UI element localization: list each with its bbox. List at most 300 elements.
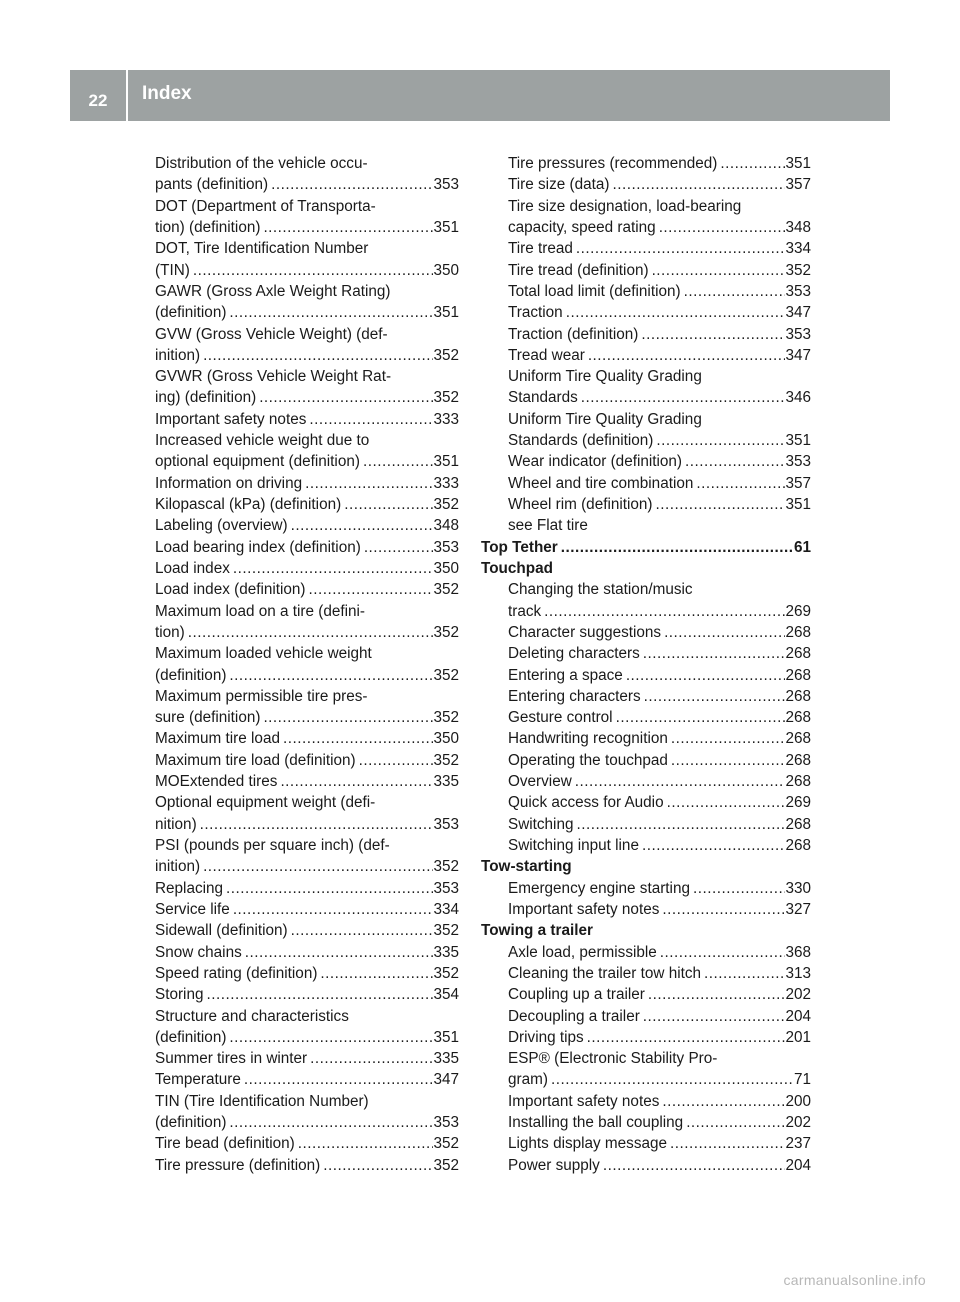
index-page-number: 353 [433,538,459,556]
leader-dots [653,430,785,451]
index-entry-text: Maximum permissible tire pres- [155,687,368,705]
leader-dots [288,515,434,536]
index-entry [481,984,811,1005]
index-entry [481,899,811,920]
index-entry [481,1155,811,1176]
index-entry-text: Service life [155,900,230,918]
index-page-number: 352 [433,496,459,513]
index-entry-text: Deleting characters [508,645,640,663]
index-entry [155,451,459,472]
index-entry-text: Overview [508,773,572,791]
index-entry-text: Gesture control [508,709,613,727]
index-entry [155,1006,459,1027]
index-page-number: 61 [793,538,811,556]
leader-dots [226,665,433,686]
index-entry [155,1069,459,1090]
index-entry [155,238,459,259]
index-page-number: 268 [785,773,811,791]
index-page-number: 333 [433,410,459,428]
leader-dots [641,686,786,707]
index-entry-text: tion) [155,623,185,641]
leader-dots [277,771,433,792]
index-entry-text: Snow chains [155,943,242,961]
index-entry-text: Towing a trailer [481,922,593,940]
index-entry [481,494,811,515]
leader-dots [295,1133,434,1154]
index-entry-text: Power supply [508,1156,600,1174]
index-entry [155,942,459,963]
section-title: Index [142,82,192,104]
index-page-number: 334 [785,240,811,258]
index-page-number: 352 [433,751,459,769]
index-entry-text: Maximum tire load (definition) [155,751,356,769]
index-entry [481,387,811,408]
index-entry [481,1006,811,1027]
leader-dots [600,1155,786,1176]
index-page-number: 352 [433,709,459,727]
index-entry [155,260,459,281]
index-entry [155,1027,459,1048]
leader-dots [230,558,434,579]
index-entry [155,686,459,707]
index-entry [155,1155,459,1176]
leader-dots [639,835,786,856]
index-entry [481,345,811,366]
index-page-number: 357 [785,474,811,492]
index-entry-text: Emergency engine starting [508,879,690,897]
index-entry [155,1048,459,1069]
index-entry-text: inition) [155,858,201,876]
index-entry [155,153,459,174]
index-page-number: 357 [785,176,811,194]
index-entry-text: Wear indicator (definition) [508,453,683,471]
index-entry-text: Tire bead (definition) [155,1135,295,1153]
leader-dots [200,856,433,877]
index-entry [481,707,811,728]
index-entry [155,899,459,920]
index-entry-text: Tire size designation, load-bearing [508,197,742,215]
index-page-number: 352 [433,389,459,407]
leader-dots [701,963,785,984]
index-entry-text: Kilopascal (kPa) (definition) [155,496,342,513]
leader-dots [548,1069,794,1090]
index-entry-text: Tire size (data) [508,176,610,194]
index-entry-text: Important safety notes [508,900,660,918]
index-entry [155,878,459,899]
index-entry-text: Wheel and tire combination [508,474,694,492]
index-entry-text: Tow-starting [481,858,572,876]
index-entry [155,579,459,600]
index-entry-text: Storing [155,986,204,1004]
index-entry [155,366,459,387]
leader-dots [288,920,434,941]
index-page-number: 268 [785,687,811,705]
index-entry-text: Tire tread (definition) [508,261,649,279]
index-page-number: 268 [785,709,811,727]
index-entry [155,963,459,984]
index-entry-text: Coupling up a trailer [508,986,645,1004]
index-page-number: 268 [785,751,811,769]
leader-dots [649,260,786,281]
index-entry-text: Entering characters [508,687,641,705]
index-entry-text: Entering a space [508,666,623,684]
leader-dots [584,1027,786,1048]
index-entry-text: Tire pressure (definition) [155,1156,321,1174]
index-entry [155,1091,459,1112]
index-entry-text: Tire tread [508,240,573,258]
index-entry [481,515,811,536]
index-entry [481,728,811,749]
index-entry-text: Labeling (overview) [155,517,288,535]
index-page-number: 269 [785,794,811,812]
leader-dots [230,899,434,920]
index-entry-text: Standards (definition) [508,432,654,450]
index-page-number: 346 [785,389,811,407]
index-entry-text: Decoupling a trailer [508,1007,640,1025]
leader-dots [226,1027,433,1048]
index-entry-text: PSI (pounds per square inch) (def- [155,837,390,854]
index-page-number: 353 [785,325,811,343]
index-page-number: 351 [785,432,811,450]
index-entry [155,558,459,579]
index-entry [481,1133,811,1154]
index-page-number: 353 [433,879,459,897]
index-page-number: 352 [433,623,459,641]
index-entry [481,451,811,472]
index-entry [481,1069,811,1090]
index-entry [481,238,811,259]
index-entry [155,302,459,323]
index-entry [155,643,459,664]
leader-dots [226,302,433,323]
index-page-number: 327 [785,900,811,918]
leader-dots [638,324,785,345]
index-page-number: 330 [785,879,811,897]
index-entry-text: Changing the station/music [508,581,693,599]
index-entry [481,601,811,622]
leader-dots [356,750,434,771]
index-entry [481,302,811,323]
index-entry-text: MOExtended tires [155,773,278,791]
index-entry [155,515,459,536]
index-entry-text: Load bearing index (definition) [155,538,361,556]
leader-dots [668,728,786,749]
leader-dots [256,387,433,408]
index-entry-text: TIN (Tire Identification Number) [155,1092,369,1110]
index-page-number: 353 [433,176,459,194]
leader-dots [656,217,786,238]
index-entry-text: tion) (definition) [155,218,261,236]
index-entry-text: Replacing [155,879,224,897]
index-entry-text: Summer tires in winter [155,1050,308,1068]
leader-dots [585,345,786,366]
index-entry [481,1091,811,1112]
index-entry-text: Handwriting recognition [508,730,668,748]
index-entry [481,856,811,877]
index-page-number: 335 [433,943,459,961]
index-entry-text: Uniform Tire Quality Grading [508,368,702,386]
index-page-number: 268 [785,815,811,833]
index-entry-text: GVW (Gross Vehicle Weight) (def- [155,325,388,343]
index-page-number: 354 [433,986,459,1004]
index-entry-text: track [508,602,542,620]
index-entry [481,665,811,686]
index-page-number: 350 [433,261,459,279]
index-page-number: 268 [785,837,811,854]
index-entry [155,707,459,728]
index-entry [481,792,811,813]
index-entry [481,366,811,387]
leader-dots [242,942,434,963]
index-entry [481,771,811,792]
index-entry [155,494,459,515]
leader-dots [645,984,786,1005]
index-entry [481,920,811,941]
leader-dots [223,878,433,899]
index-page-number: 352 [433,922,459,940]
index-page-number: 71 [793,1071,811,1089]
index-entry-text: Structure and characteristics [155,1007,349,1025]
index-entry-text: Operating the touchpad [508,751,668,769]
index-entry-text: GVWR (Gross Vehicle Weight Rat- [155,368,392,386]
leader-dots [578,387,786,408]
index-entry [481,217,811,238]
index-entry-text: Maximum tire load [155,730,280,748]
index-page-number: 348 [785,218,811,236]
index-entry-text: Distribution of the vehicle occu- [155,155,368,172]
index-entry [155,174,459,195]
index-entry [155,281,459,302]
page-header [70,70,890,121]
index-entry-text: Temperature [155,1071,241,1089]
index-entry-text: Tire pressures (recommended) [508,155,718,172]
index-entry [155,196,459,217]
index-page-number: 201 [785,1028,811,1046]
index-entry [481,622,811,643]
leader-dots [664,792,786,813]
index-entry [481,878,811,899]
index-entry-text: (definition) [155,304,227,322]
index-entry [481,643,811,664]
leader-dots [361,537,434,558]
index-page-number: 352 [433,858,459,876]
index-entry-text: Switching [508,815,574,833]
index-entry-text: Speed rating (definition) [155,964,318,982]
index-entry-text: Maximum load on a tire (defini- [155,602,365,620]
index-entry-text: Cleaning the trailer tow hitch [508,964,702,982]
index-page-number: 350 [433,730,459,748]
index-page-number: 348 [433,517,459,535]
index-entry [155,665,459,686]
index-page-number: 351 [433,304,459,322]
index-entry [481,686,811,707]
index-entry-text: Touchpad [481,559,553,577]
index-entry [155,920,459,941]
index-page-number: 350 [433,559,459,577]
index-entry-text: Top Tether [481,538,558,556]
index-entry-text: capacity, speed rating [508,218,656,236]
header-divider [126,70,128,121]
index-entry [481,1048,811,1069]
leader-dots [197,814,434,835]
index-entry [481,260,811,281]
index-entry [155,750,459,771]
index-page-number: 268 [785,666,811,684]
index-entry [155,814,459,835]
index-entry-text: Important safety notes [508,1092,660,1110]
index-entry [155,984,459,1005]
index-entry [481,750,811,771]
index-page-number: 269 [785,602,811,620]
index-page-number: 368 [785,943,811,961]
index-entry [155,473,459,494]
leader-dots [317,963,433,984]
index-page-number: 334 [433,900,459,918]
index-page-number: 351 [433,218,459,236]
index-page-number: 333 [433,474,459,492]
index-entry-text: Information on driving [155,474,303,492]
index-page-number: 352 [785,261,811,279]
leader-dots [623,665,786,686]
index-page-number: 352 [433,1135,459,1153]
index-entry [481,835,811,856]
leader-dots [572,771,786,792]
index-entry [481,409,811,430]
leader-dots [681,281,786,302]
leader-dots [307,1048,433,1069]
index-page-number: 204 [785,1007,811,1025]
leader-dots [609,174,785,195]
index-page-number: 351 [433,1028,459,1046]
index-entry-text: Installing the ball coupling [508,1114,684,1132]
index-entry-text: Character suggestions [508,623,662,641]
index-entry-text: (definition) [155,1028,227,1046]
index-entry [481,537,811,558]
index-entry-text: Switching input line [508,837,639,854]
leader-dots [558,537,794,558]
index-entry [155,601,459,622]
index-page-number: 351 [785,155,811,172]
index-entry [155,728,459,749]
index-entry [481,174,811,195]
index-entry [155,409,459,430]
watermark: carmanualsonline.info [783,1272,926,1288]
index-page-number: 347 [433,1071,459,1089]
index-entry [155,1133,459,1154]
index-page-number: 200 [785,1092,811,1110]
leader-dots [320,1155,433,1176]
leader-dots [360,451,434,472]
index-entry-text: Uniform Tire Quality Grading [508,410,702,428]
index-page-number: 352 [433,581,459,599]
index-entry-text: nition) [155,815,197,833]
index-entry [155,537,459,558]
index-entry-text: Maximum loaded vehicle weight [155,645,372,663]
index-entry-text: pants (definition) [155,176,269,194]
index-entry [155,387,459,408]
leader-dots [668,750,786,771]
leader-dots [653,494,786,515]
index-page-number: 347 [785,304,811,322]
index-page-number: 352 [433,346,459,364]
index-entry [155,622,459,643]
index-entry [481,814,811,835]
index-entry [155,771,459,792]
index-page-number: 268 [785,623,811,641]
index-column-right [481,153,811,1176]
index-entry-text: Increased vehicle weight due to [155,432,370,450]
index-page-number: 335 [433,773,459,791]
index-entry-text: Optional equipment weight (defi- [155,794,376,812]
index-page-number: 268 [785,645,811,663]
index-entry [481,1112,811,1133]
index-page-number: 268 [785,730,811,748]
index-entry-text: sure (definition) [155,709,261,727]
leader-dots [190,260,434,281]
leader-dots [682,451,785,472]
leader-dots [640,1006,786,1027]
index-entry [481,430,811,451]
index-entry-text: Sidewall (definition) [155,922,288,940]
index-entry [155,856,459,877]
index-entry-text: Important safety notes [155,410,307,428]
index-entry-text: Traction [508,304,563,322]
leader-dots [563,302,786,323]
index-page-number: 202 [785,1114,811,1132]
leader-dots [280,728,434,749]
index-page-number: 352 [433,964,459,982]
index-page-number: 313 [785,964,811,982]
index-entry-text: Load index [155,559,230,577]
leader-dots [306,579,434,600]
index-page-number: 353 [433,1114,459,1132]
index-entry [481,579,811,600]
leader-dots [573,814,785,835]
index-page-number: 335 [433,1050,459,1068]
index-entry [155,792,459,813]
leader-dots [640,643,786,664]
leader-dots [260,217,433,238]
index-entry [481,942,811,963]
index-entry-text: ESP® (Electronic Stability Pro- [508,1050,718,1068]
index-page-number: 347 [785,346,811,364]
leader-dots [306,409,433,430]
index-entry-text: Traction (definition) [508,325,639,343]
index-entry-text: Total load limit (definition) [508,282,681,300]
index-entry-text: (definition) [155,666,227,684]
index-entry [155,217,459,238]
leader-dots [659,1091,785,1112]
index-entry [481,324,811,345]
leader-dots [657,942,786,963]
index-page-number: 237 [785,1135,811,1153]
index-entry-text: Standards [508,389,578,407]
leader-dots [241,1069,434,1090]
index-entry-text: (definition) [155,1114,227,1132]
index-entry [481,963,811,984]
index-page-number: 351 [785,496,811,513]
leader-dots [185,622,434,643]
index-entry [155,430,459,451]
index-entry [155,835,459,856]
index-entry-text: gram) [508,1071,548,1089]
leader-dots [341,494,433,515]
leader-dots [693,473,785,494]
index-entry-text: Tread wear [508,346,585,364]
index-page-number: 202 [785,986,811,1004]
index-entry-text: DOT, Tire Identification Number [155,240,369,258]
index-entry [481,473,811,494]
